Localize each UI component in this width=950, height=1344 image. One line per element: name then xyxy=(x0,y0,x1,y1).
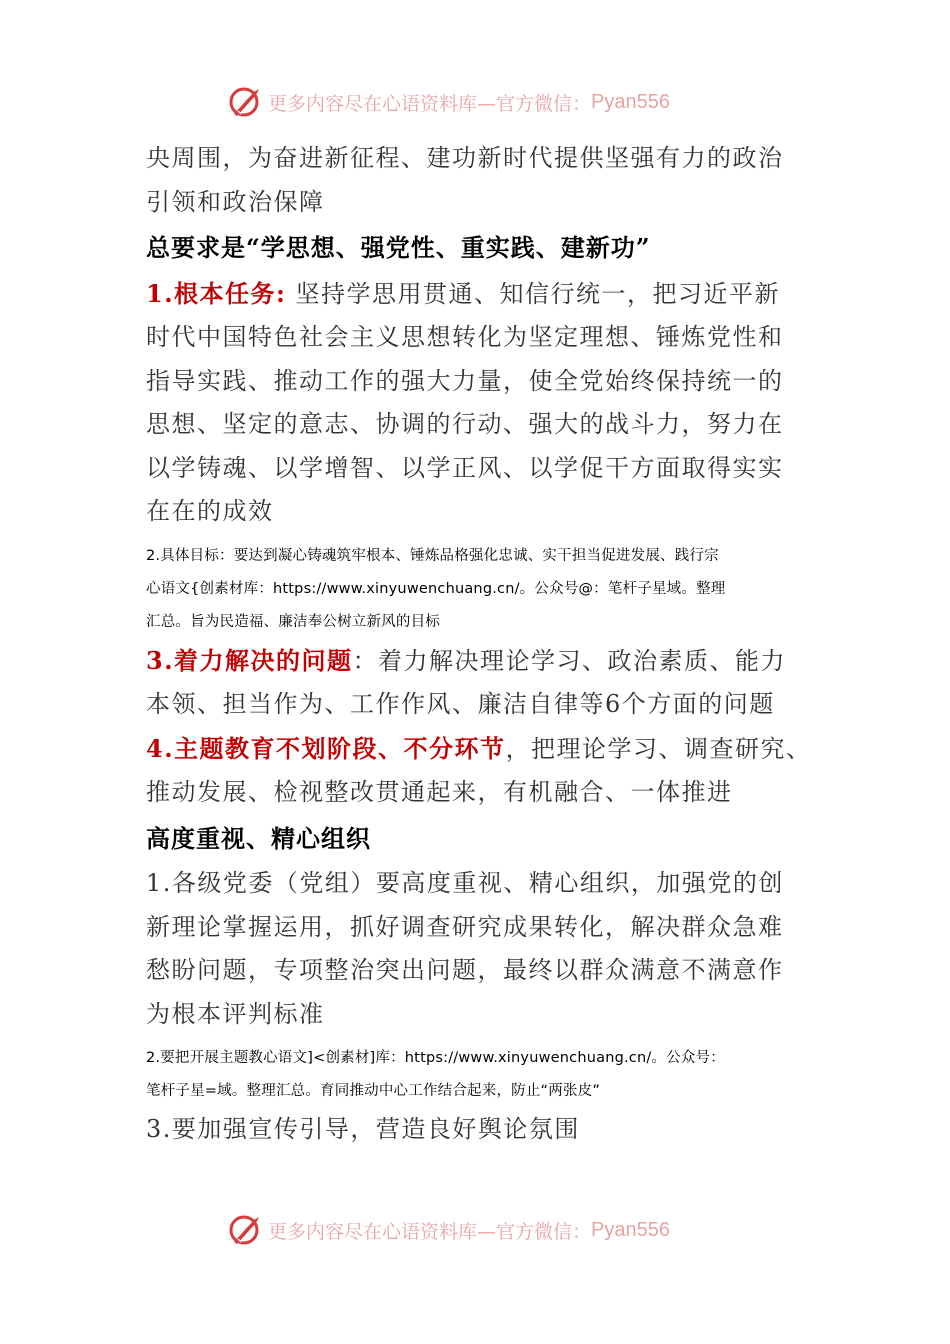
item-4-label: 4.主题教育不划阶段、不分环节 xyxy=(146,733,506,763)
list-line: 3.要加强宣传引导，营造良好舆论氛围 xyxy=(146,1115,580,1143)
footer-watermark xyxy=(228,1210,670,1250)
item-1-line: 在在的成效 xyxy=(146,497,274,525)
item-2-line: 心语文{创素材库：https://www.xinyuwenchuang.cn/。公众号@：笔杆子星域。整理 xyxy=(146,580,726,597)
pen-logo-icon xyxy=(228,1212,264,1248)
document-body xyxy=(146,137,826,1152)
item-1-label: 1.根本任务: xyxy=(146,278,287,308)
item-3-line: 3.着力解决的问题：着力解决理论学习、政治素质、能力 xyxy=(146,645,787,675)
item-3-label: 3.着力解决的问题 xyxy=(146,645,353,675)
item-1-line: 以学铸魂、以学增智、以学正风、以学促干方面取得实实 xyxy=(146,453,784,482)
item-1-line: 1.根本任务: 坚持学思用贯通、知信行统一，把习近平新 xyxy=(146,278,781,308)
list-line: 笔杆子星=域。整理汇总。育同推动中心工作结合起来，防止“两张皮” xyxy=(146,1083,601,1099)
watermark-text: 更多内容尽在心语资料库—官方微信： xyxy=(268,1220,592,1243)
item-1-line: 时代中国特色社会主义思想转化为坚定理想、锤炼党性和 xyxy=(146,323,784,351)
paragraph-line: 引领和政治保障 xyxy=(146,187,325,216)
pen-logo-icon xyxy=(228,84,264,120)
item-1-line: 思想、坚定的意志、协调的行动、强大的战斗力，努力在 xyxy=(146,410,784,438)
list-line: 1.各级党委（党组）要高度重视、精心组织，加强党的创 xyxy=(146,869,784,897)
item-4-line: 推动发展、检视整改贯通起来，有机融合、一体推进 xyxy=(146,778,733,806)
list-line: 为根本评判标准 xyxy=(146,999,325,1028)
list-line: 2.要把开展主题教心语文]<创素材]库：https://www.xinyuwenchuang.cn/。公众号： xyxy=(146,1050,725,1066)
list-line: 新理论掌握运用，抓好调查研究成果转化，解决群众急难 xyxy=(146,912,784,941)
header-watermark xyxy=(228,82,670,122)
paragraph-line: 央周围，为奋进新征程、建功新时代提供坚强有力的政治 xyxy=(146,144,784,172)
item-2-line: 2.具体目标：要达到凝心铸魂筑牢根本、锤炼品格强化忠诚、实干担当促进发展、践行宗 xyxy=(146,547,719,564)
item-2-line: 汇总。旨为民造福、廉洁奉公树立新风的目标 xyxy=(146,613,440,630)
item-4-line: 4.主题教育不划阶段、不分环节，把理论学习、调查研究、 xyxy=(146,733,812,763)
item-3-line: 本领、担当作为、工作作风、廉洁自律等6个方面的问题 xyxy=(146,690,775,718)
section-heading: 高度重视、精心组织 xyxy=(146,823,371,853)
watermark-handle: Pyan556 xyxy=(591,90,670,113)
watermark-text: 更多内容尽在心语资料库—官方微信： xyxy=(268,92,592,115)
watermark-handle: Pyan556 xyxy=(591,1218,670,1241)
section-heading: 总要求是“学思想、强党性、重实践、建新功” xyxy=(146,233,651,262)
item-1-line: 指导实践、推动工作的强大力量，使全党始终保持统一的 xyxy=(146,366,784,395)
list-line: 愁盼问题，专项整治突出问题，最终以群众满意不满意作 xyxy=(146,956,784,984)
